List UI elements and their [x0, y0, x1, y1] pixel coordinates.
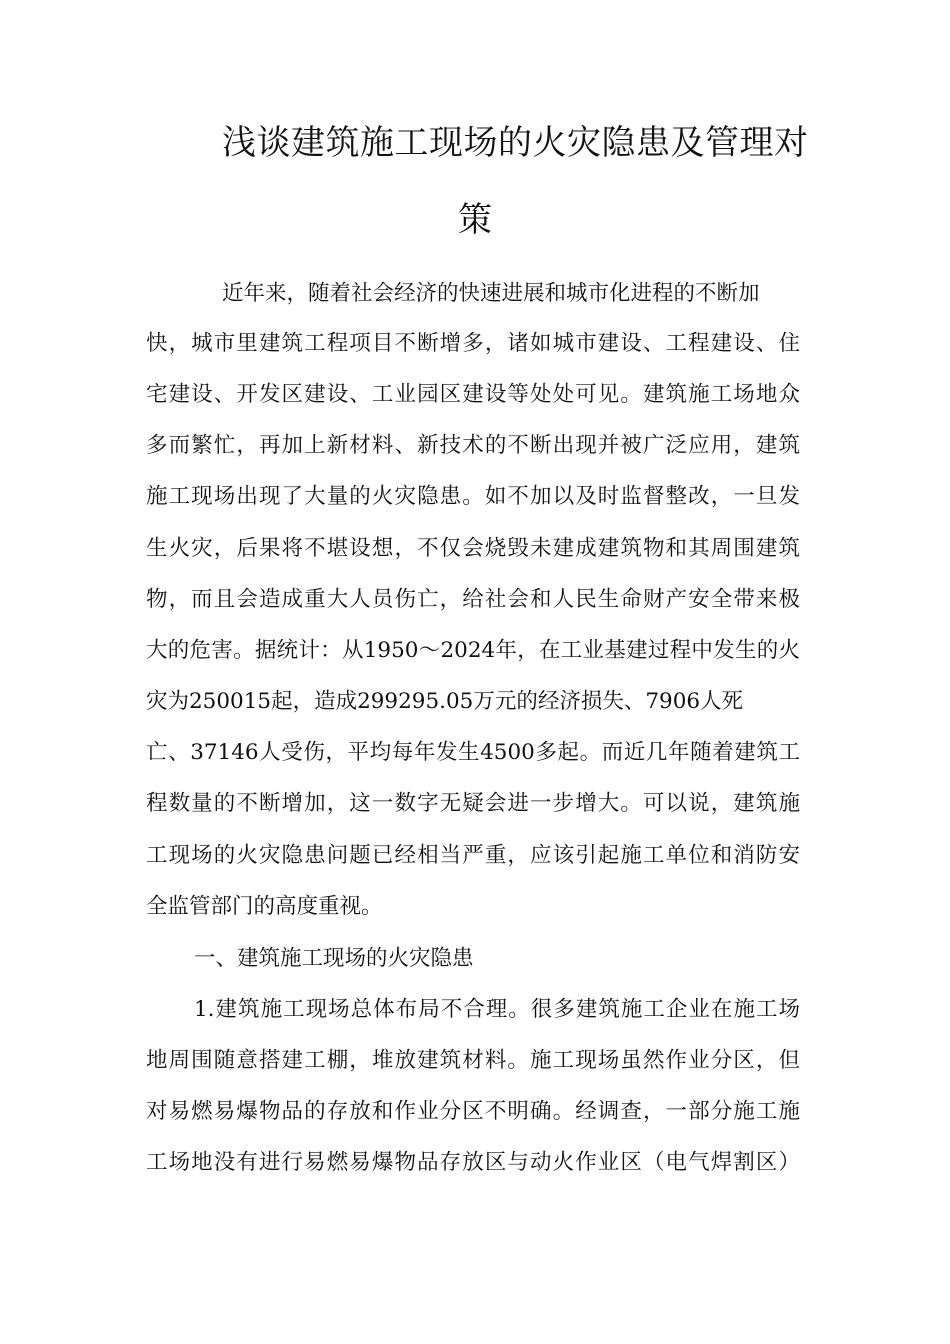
intro-line-11: 程数量的不断增加，这一数字无疑会进一步增大。可以说，建筑施 — [146, 791, 800, 816]
intro-line-8: 大的危害。据统计：从1950～2024年，在工业基建过程中发生的火 — [146, 638, 800, 663]
intro-line-2: 快，城市里建筑工程项目不断增多，诸如城市建设、工程建设、住 — [146, 331, 800, 356]
intro-line-6: 生火灾，后果将不堪设想，不仅会烧毁未建成建筑物和其周围建筑 — [146, 536, 800, 561]
paragraph-1-line-1: 1.建筑施工现场总体布局不合理。很多建筑施工企业在施工场 — [194, 997, 800, 1022]
intro-line-4: 多而繁忙，再加上新材料、新技术的不断出现并被广泛应用，建筑 — [146, 433, 800, 458]
intro-line-10: 亡、37146人受伤，平均每年发生4500多起。而近几年随着建筑工 — [146, 740, 800, 765]
section-heading: 一、建筑施工现场的火灾隐患 — [194, 946, 474, 971]
paragraph-1-line-4: 工场地没有进行易燃易爆物品存放区与动火作业区（电气焊割区） — [146, 1150, 800, 1175]
intro-line-7: 物，而且会造成重大人员伤亡，给社会和人民生命财产安全带来极 — [146, 587, 800, 612]
document-title-line-2: 策 — [458, 200, 493, 240]
paragraph-1-line-2: 地周围随意搭建工棚，堆放建筑材料。施工现场虽然作业分区，但 — [146, 1048, 800, 1073]
intro-line-1: 近年来，随着社会经济的快速进展和城市化进程的不断加 — [222, 281, 760, 306]
intro-line-5: 施工现场出现了大量的火灾隐患。如不加以及时监督整改，一旦发 — [146, 484, 800, 509]
intro-line-12: 工现场的火灾隐患问题已经相当严重，应该引起施工单位和消防安 — [146, 843, 800, 868]
paragraph-1-line-3: 对易燃易爆物品的存放和作业分区不明确。经调查，一部分施工施 — [146, 1099, 800, 1124]
intro-line-13: 全监管部门的高度重视。 — [146, 894, 383, 919]
document-title-line-1: 浅谈建筑施工现场的火灾隐患及管理对 — [222, 123, 809, 163]
intro-line-3: 宅建设、开发区建设、工业园区建设等处处可见。建筑施工场地众 — [146, 382, 800, 407]
intro-line-9: 灾为250015起，造成299295.05万元的经济损失、7906人死 — [146, 689, 744, 714]
